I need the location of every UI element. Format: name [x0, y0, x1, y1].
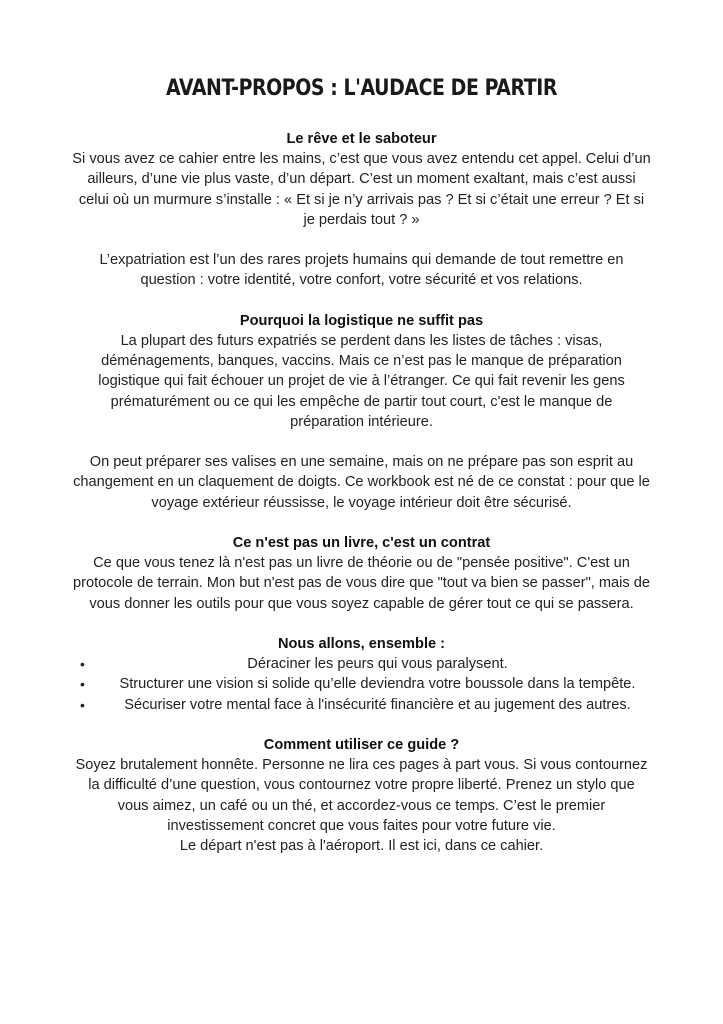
paragraph: On peut préparer ses valises en une semaine, mais on ne prépare pas son esprit au changement en un claquement de doigts. Ce workbook est né de ce constat : pour que le voyage extérieur réussisse, le voyage intérieur doit être sécurisé.	[73, 454, 650, 511]
paragraph: La plupart des futurs expatriés se perdent dans les listes de tâches : visas, déménagements, banques, vaccins. Mais ce n’est pas le manque de préparation logistique qui fait échouer un projet de vie à l’étranger. Ce qui fait revenir les gens prématurément ou ce qui les empêche de partir tout court, c'est le manque de préparation intérieure.	[98, 333, 625, 430]
section-heading: Pourquoi la logistique ne suffit pas	[239, 312, 484, 329]
bullet-icon: •	[80, 656, 85, 673]
list-item: • Déraciner les peurs qui vous paralysent.	[72, 654, 651, 674]
section-heading: Comment utiliser ce guide ?	[263, 737, 460, 753]
paragraph: L’expatriation est l’un des rares projets humains qui demande de tout remettre en question : votre identité, votre confort, votre sécurité et vos relations.	[99, 252, 624, 289]
section-heading: Nous allons, ensemble :	[277, 636, 446, 652]
list-item: • Structurer une vision si solide qu’elle deviendra votre boussole dans la tempête.	[72, 674, 651, 694]
document-body	[72, 129, 651, 856]
paragraph: Si vous avez ce cahier entre les mains, c’est que vous avez entendu cet appel. Celui d’un ailleurs, d’une vie plus vaste, d’un départ. C’est un moment exaltant, mais c’est aussi celui où un murmure s’installe : « Et si je n’y arrivais pas ? Et si c’était une erreur ? Et si je perdais tout ? »	[72, 151, 651, 228]
section-heading: Ce n'est pas un livre, c'est un contrat	[232, 535, 491, 551]
bullet-list	[72, 654, 651, 715]
section-dream-saboteur	[72, 129, 651, 291]
bullet-icon: •	[80, 676, 85, 693]
paragraph: Le départ n'est pas à l'aéroport. Il est ici, dans ce cahier.	[179, 838, 544, 855]
paragraph: Soyez brutalement honnête. Personne ne lira ces pages à part vous. Si vous contournez la difficulté d’une question, vous contournez votre propre liberté. Prenez un stylo que vous aimez, un café ou un thé, et accordez-vous ce temps. C’est le premier investissement concret que vous faites pour votre future vie.	[75, 757, 648, 834]
section-heading: Le rêve et le saboteur	[286, 131, 437, 147]
page-title: AVANT-PROPOS : L'AUDACE DE PARTIR	[165, 76, 558, 101]
bullet-icon: •	[80, 696, 85, 713]
section-how-to-use	[72, 735, 651, 856]
section-contract	[72, 533, 651, 614]
section-together	[72, 634, 651, 715]
paragraph: Ce que vous tenez là n'est pas un livre de théorie ou de "pensée positive". C'est un protocole de terrain. Mon but n'est pas de vous dire que "tout va bien se passer", mais de vous donner les outils pour que vous soyez capable de gérer tout ce qui se passera.	[73, 555, 650, 612]
list-item: • Sécuriser votre mental face à l'insécurité financière et au jugement des autres.	[72, 695, 651, 715]
section-logistics	[72, 311, 651, 513]
